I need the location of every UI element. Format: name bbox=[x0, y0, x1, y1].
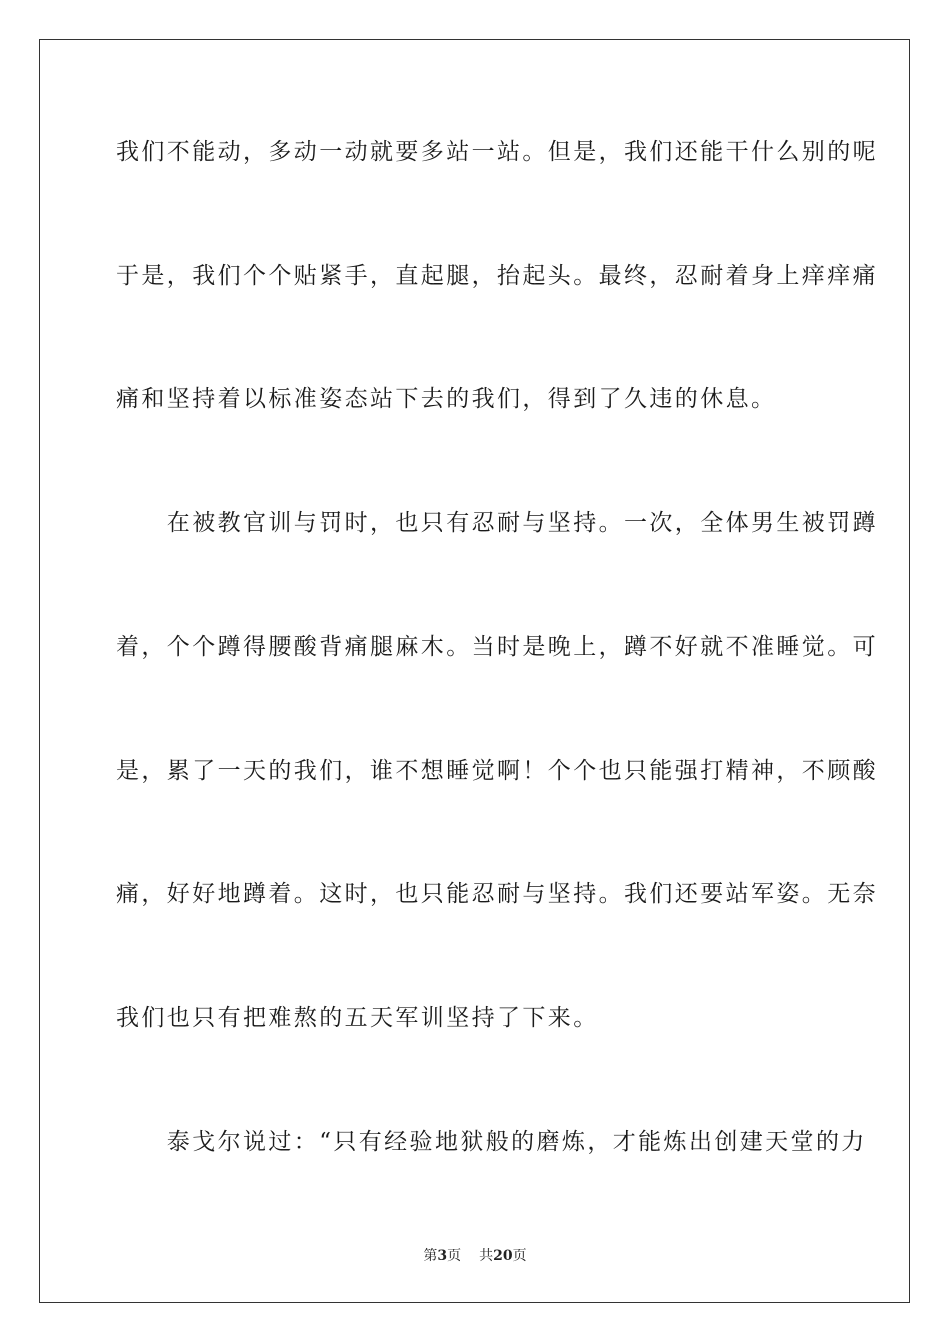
text-line: 痛和坚持着以标准姿态站下去的我们，得到了久违的休息。 bbox=[116, 386, 777, 412]
page-suffix: 页 bbox=[447, 1248, 462, 1264]
text-line: 是，累了一天的我们，谁不想睡觉啊！个个也只能强打精神，不顾酸 bbox=[116, 758, 878, 784]
paragraph-start-line: 泰戈尔说过：“只有经验地狱般的磨炼，才能炼出创建天堂的力 bbox=[116, 1129, 867, 1155]
page-footer bbox=[0, 1247, 950, 1265]
paragraph-start-line: 在被教官训与罚时，也只有忍耐与坚持。一次，全体男生被罚蹲 bbox=[116, 510, 878, 536]
text-line: 我们不能动，多动一动就要多站一站。但是，我们还能干什么别的呢 bbox=[116, 139, 878, 165]
text-line: 我们也只有把难熬的五天军训坚持了下来。 bbox=[116, 1005, 599, 1031]
total-pages: 20 bbox=[493, 1248, 513, 1264]
total-prefix: 共 bbox=[479, 1248, 494, 1264]
page-number: 3 bbox=[437, 1248, 448, 1264]
page-prefix: 第 bbox=[423, 1248, 438, 1264]
text-line: 痛，好好地蹲着。这时，也只能忍耐与坚持。我们还要站军姿。无奈 bbox=[116, 881, 878, 907]
total-suffix: 页 bbox=[512, 1248, 527, 1264]
page-border bbox=[39, 39, 910, 1303]
text-line: 于是，我们个个贴紧手，直起腿，抬起头。最终，忍耐着身上痒痒痛 bbox=[116, 263, 878, 289]
text-line: 着，个个蹲得腰酸背痛腿麻木。当时是晚上，蹲不好就不准睡觉。可 bbox=[116, 634, 878, 660]
